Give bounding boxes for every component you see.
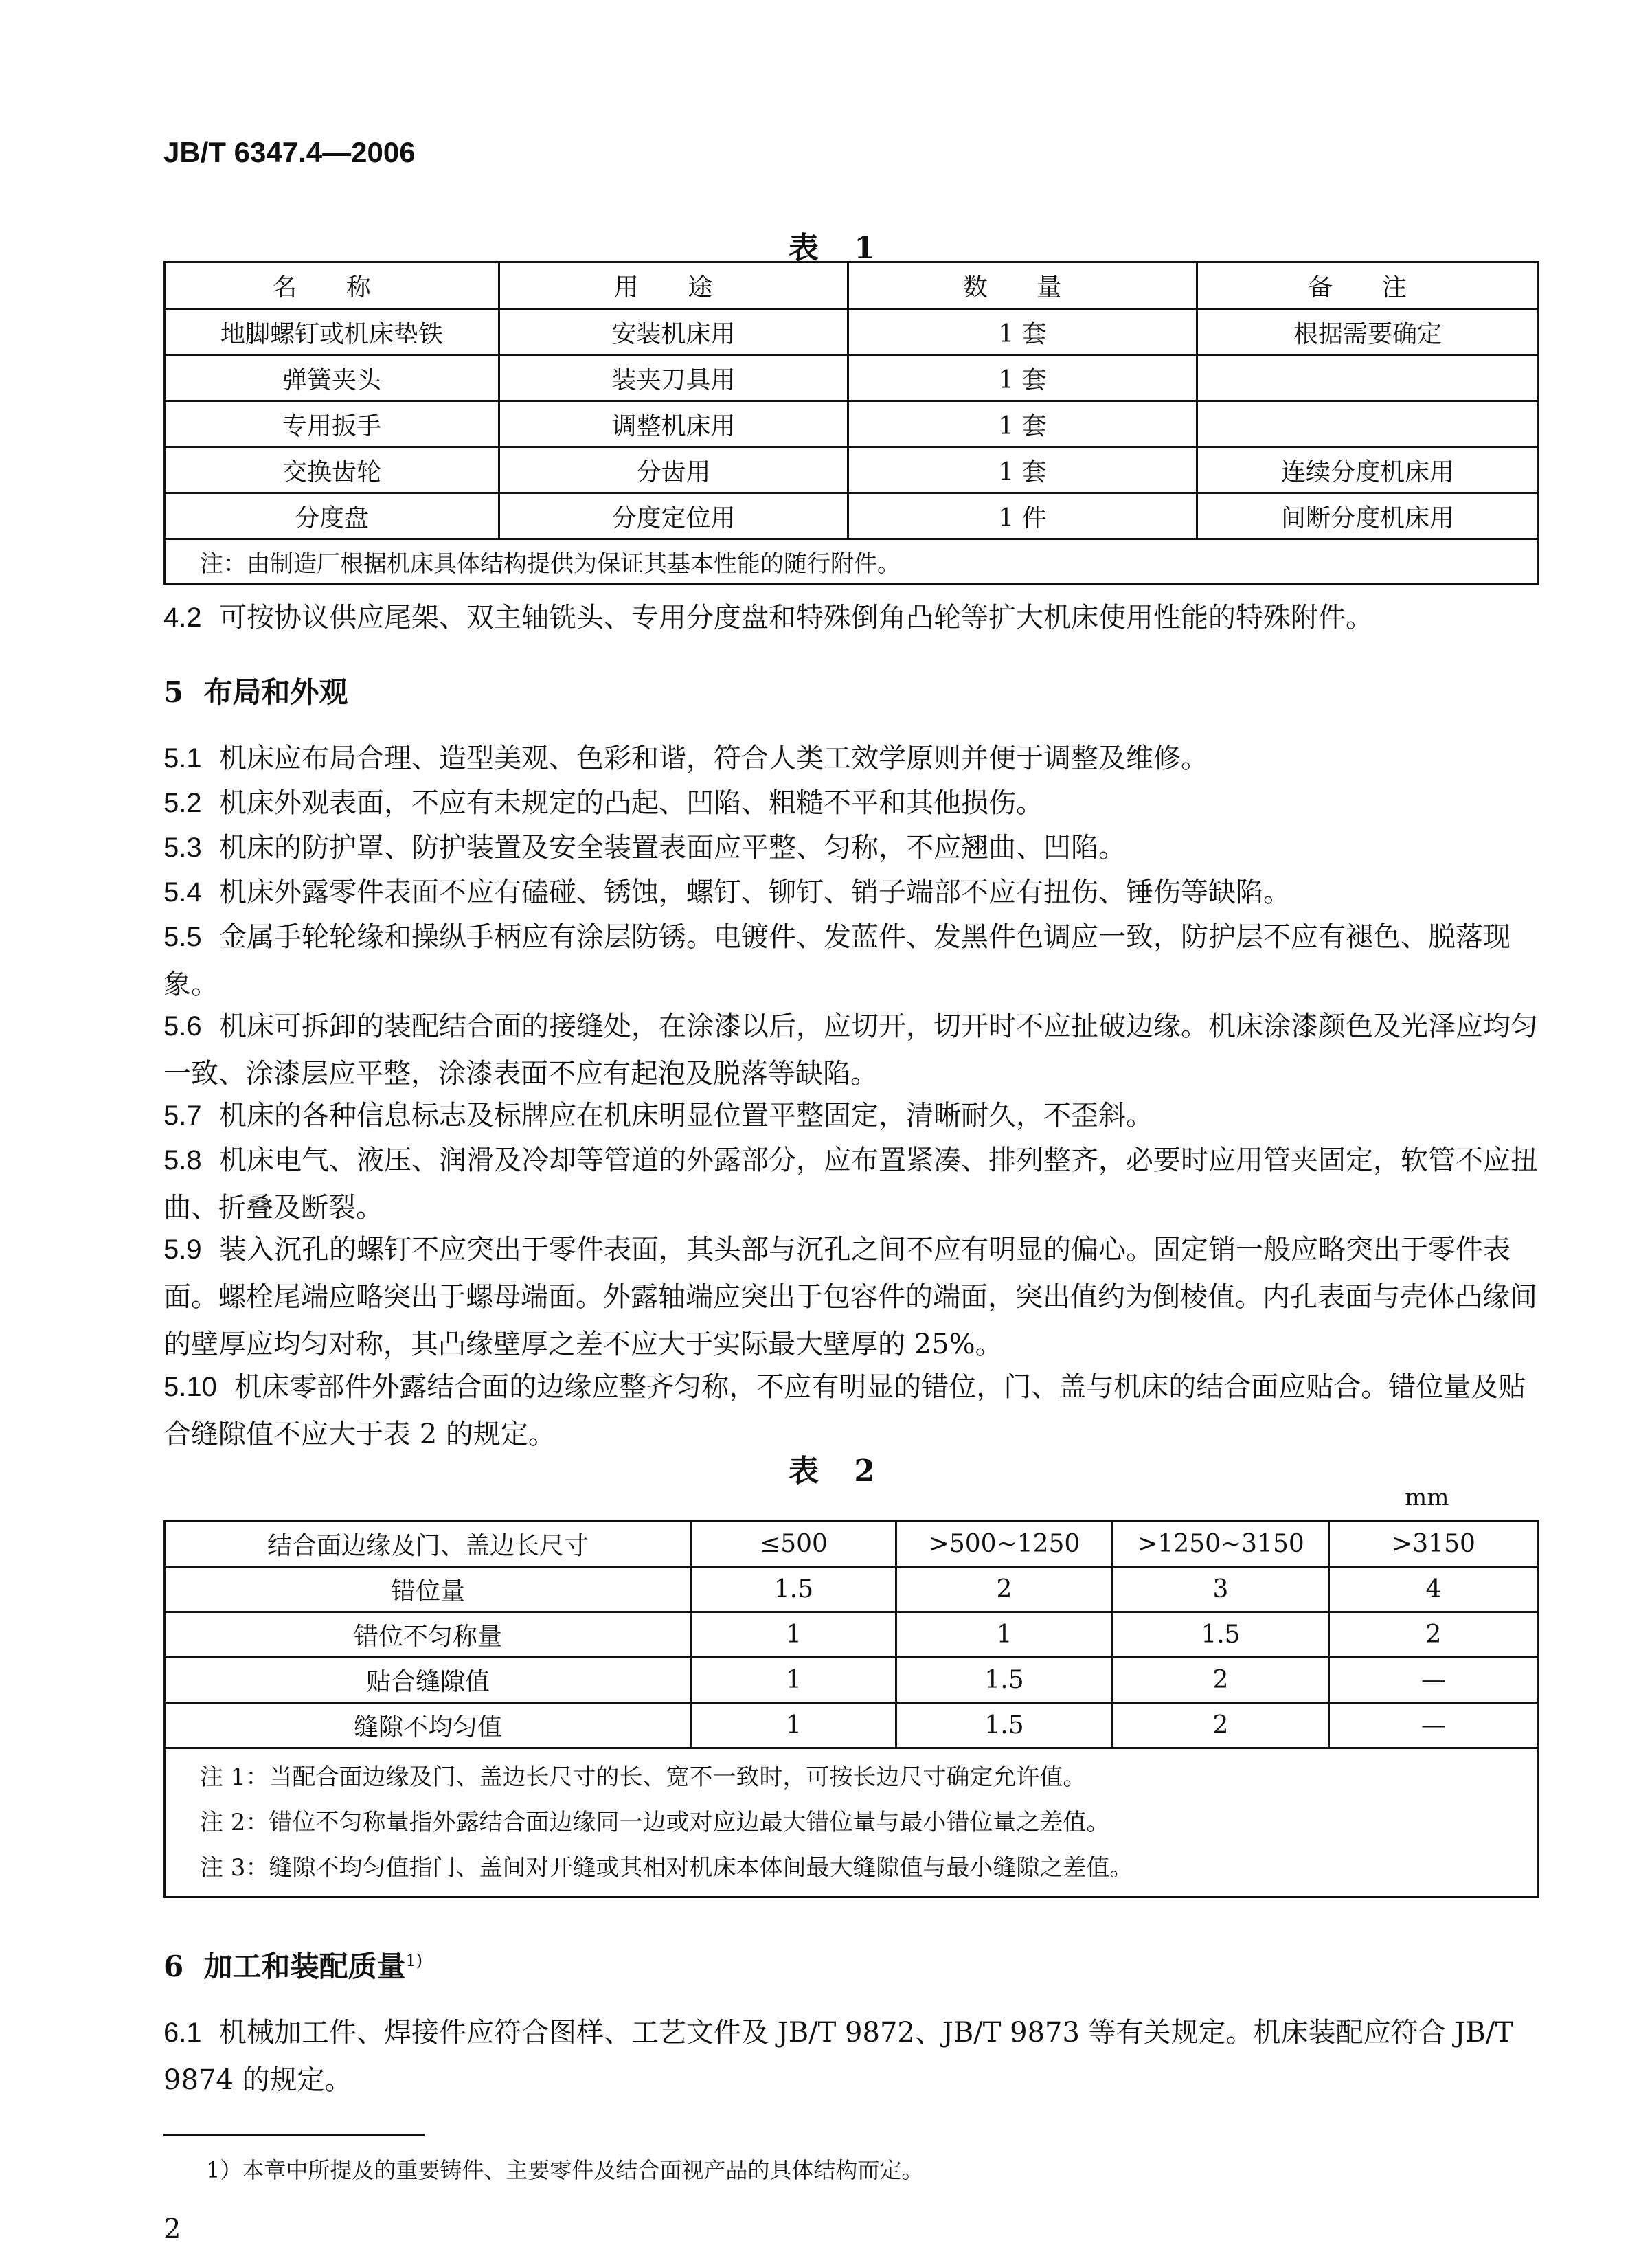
table-cell: 1: [692, 1612, 896, 1658]
table-cell: 1.5: [1113, 1612, 1329, 1658]
document-code: JB/T 6347.4—2006: [163, 136, 416, 168]
table1-col-name: 名 称: [165, 262, 499, 309]
clause-text: 机床电气、液压、润滑及冷却等管道的外露部分，应布置紧凑、排列整齐，必要时应用管夹固定，软管不应扭曲、折叠及断裂。: [163, 1144, 1539, 1223]
table-row: [165, 493, 1539, 539]
table-cell: —: [1329, 1703, 1539, 1748]
section-5-heading: [163, 670, 348, 711]
table-cell: 1 套: [848, 309, 1197, 355]
table-row: [165, 1658, 1539, 1703]
table-cell: 地脚螺钉或机床垫铁: [165, 309, 499, 355]
table-cell: 2: [1329, 1612, 1539, 1658]
table-cell: 分度盘: [165, 493, 499, 539]
table2: [163, 1520, 1539, 1898]
table-cell: 1.5: [896, 1658, 1113, 1703]
table-cell: 1 套: [848, 401, 1197, 447]
table2-notes-row: [165, 1748, 1539, 1897]
table-cell: 连续分度机床用: [1197, 447, 1539, 493]
table2-note-3: 注 3：缝隙不均匀值指门、盖间对开缝或其相对机床本体间最大缝隙值与最小缝隙之差值。: [200, 1854, 1133, 1882]
table-cell: 4: [1329, 1567, 1539, 1612]
clause-text: 机床应布局合理、造型美观、色彩和谐，符合人类工效学原则并便于调整及维修。: [219, 743, 1209, 774]
table2-note-2: 注 2：错位不匀称量指外露结合面边缘同一边或对应边最大错位量与最小错位量之差值。: [200, 1809, 1110, 1836]
clause-number: 5.6: [163, 1011, 202, 1041]
paragraph-5-4: [163, 869, 1541, 916]
clause-text: 机床的防护罩、防护装置及安全装置表面应平整、匀称，不应翘曲、凹陷。: [219, 832, 1127, 864]
clause-number: 5.8: [163, 1145, 202, 1175]
paragraph-5-7: [163, 1092, 1541, 1140]
clause-text: 可按协议供应尾架、双主轴铣头、专用分度盘和特殊倒角凸轮等扩大机床使用性能的特殊附件。: [219, 602, 1374, 633]
table-cell: 2: [1113, 1703, 1329, 1748]
table-cell: 2: [896, 1567, 1113, 1612]
table-cell: [1197, 401, 1539, 447]
table-cell: 错位不匀称量: [165, 1612, 692, 1658]
table-cell: 安装机床用: [499, 309, 848, 355]
clause-text: 机床零部件外露结合面的边缘应整齐匀称，不应有明显的错位，门、盖与机床的结合面应贴合。错位量及贴合缝隙值不应大于表 2 的规定。: [163, 1371, 1526, 1450]
clause-number: 5.7: [163, 1101, 202, 1131]
table2-notes: [165, 1748, 1539, 1897]
table-cell: 1 套: [848, 447, 1197, 493]
clause-number: 4.2: [163, 602, 202, 633]
table-cell: 根据需要确定: [1197, 309, 1539, 355]
clause-text: 机床可拆卸的装配结合面的接缝处，在涂漆以后，应切开，切开时不应扯破边缘。机床涂漆颜色及光泽应均匀一致、涂漆层应平整，涂漆表面不应有起泡及脱落等缺陷。: [163, 1011, 1539, 1090]
table-cell: 错位量: [165, 1567, 692, 1612]
table-row: [165, 447, 1539, 493]
table-row: [165, 1612, 1539, 1658]
table2-col-range-3: >1250~3150: [1113, 1522, 1329, 1567]
table-cell: —: [1329, 1658, 1539, 1703]
table-cell: 1: [692, 1658, 896, 1703]
table2-unit: mm: [1405, 1484, 1449, 1511]
clause-text: 机械加工件、焊接件应符合图样、工艺文件及 JB/T 9872、JB/T 9873 等有关规定。机床装配应符合 JB/T 9874 的规定。: [163, 2017, 1513, 2096]
page-number: 2: [163, 2213, 181, 2245]
clause-number: 5.9: [163, 1234, 202, 1265]
table2-col-range-4: >3150: [1329, 1522, 1539, 1567]
table2-col-dimension: 结合面边缘及门、盖边长尺寸: [165, 1522, 692, 1567]
paragraph-6-1: [163, 2009, 1541, 2104]
paragraph-5-8: [163, 1137, 1541, 1232]
table1-note: 注：由制造厂根据机床具体结构提供为保证其基本性能的随行附件。: [165, 539, 1539, 584]
table-cell: 专用扳手: [165, 401, 499, 447]
table-row: [165, 355, 1539, 401]
table2-col-range-2: >500~1250: [896, 1522, 1113, 1567]
table-cell: 1: [692, 1703, 896, 1748]
table-cell: 2: [1113, 1658, 1329, 1703]
table-cell: 间断分度机床用: [1197, 493, 1539, 539]
table-cell: 分齿用: [499, 447, 848, 493]
table-row: [165, 1567, 1539, 1612]
paragraph-5-5: [163, 914, 1541, 1008]
table1-col-purpose: 用 途: [499, 262, 848, 309]
paragraph-5-1: [163, 735, 1541, 782]
section-6-heading: [163, 1944, 422, 1985]
clause-number: 5.1: [163, 743, 202, 774]
table1-col-quantity: 数 量: [848, 262, 1197, 309]
clause-number: 5.2: [163, 788, 202, 818]
footnote: 1）本章中所提及的重要铸件、主要零件及结合面视产品的具体结构而定。: [206, 2157, 924, 2183]
table-row: [165, 1703, 1539, 1748]
table-cell: 分度定位用: [499, 493, 848, 539]
table2-note-1: 注 1：当配合面边缘及门、盖边长尺寸的长、宽不一致时，可按长边尺寸确定允许值。: [200, 1763, 1087, 1791]
table-cell: 缝隙不均匀值: [165, 1703, 692, 1748]
table-cell: 1 件: [848, 493, 1197, 539]
clause-text: 装入沉孔的螺钉不应突出于零件表面，其头部与沉孔之间不应有明显的偏心。固定销一般应略突出于零件表面。螺栓尾端应略突出于螺母端面。外露轴端应突出于包容件的端面，突出值约为倒棱值。内孔表面与壳体凸缘间的壁厚应均匀对称，其凸缘壁厚之差不应大于实际最大壁厚的 25%。: [163, 1234, 1537, 1360]
clause-text: 机床外观表面，不应有未规定的凸起、凹陷、粗糙不平和其他损伤。: [219, 787, 1044, 819]
footnote-marker: 1): [405, 1951, 423, 1970]
clause-text: 机床外露零件表面不应有磕碰、锈蚀，螺钉、铆钉、销子端部不应有扭伤、锤伤等缺陷。: [219, 877, 1291, 908]
table2-header-row: [165, 1522, 1539, 1567]
table-cell: 1.5: [692, 1567, 896, 1612]
clause-number: 5.4: [163, 877, 202, 907]
paragraph-5-6: [163, 1003, 1541, 1098]
table1-note-row: [165, 539, 1539, 584]
table1-caption: 表 1: [789, 231, 887, 266]
table-row: [165, 309, 1539, 355]
table1: [163, 261, 1539, 585]
clause-text: 金属手轮轮缘和操纵手柄应有涂层防锈。电镀件、发蓝件、发黑件色调应一致，防护层不应有褪色、脱落现象。: [163, 921, 1511, 1000]
table2-caption: 表 2: [789, 1454, 887, 1489]
table-cell: [1197, 355, 1539, 401]
paragraph-5-2: [163, 780, 1541, 827]
section-number: 6: [163, 1950, 184, 1983]
table-cell: 1 套: [848, 355, 1197, 401]
clause-number: 6.1: [163, 2018, 202, 2048]
footnote-rule: [163, 2134, 425, 2136]
table-row: [165, 401, 1539, 447]
table-cell: 1.5: [896, 1703, 1113, 1748]
paragraph-5-3: [163, 824, 1541, 872]
table2-col-range-1: ≤500: [692, 1522, 896, 1567]
paragraph-5-9: [163, 1226, 1541, 1368]
section-title: 布局和外观: [203, 675, 348, 709]
section-title: 加工和装配质量: [203, 1950, 406, 1983]
table-cell: 弹簧夹头: [165, 355, 499, 401]
clause-number: 5.10: [163, 1372, 217, 1402]
table1-header-row: [165, 262, 1539, 309]
table1-col-remark: 备 注: [1197, 262, 1539, 309]
clause-number: 5.5: [163, 922, 202, 952]
table-cell: 1: [896, 1612, 1113, 1658]
section-number: 5: [163, 675, 184, 709]
table-cell: 3: [1113, 1567, 1329, 1612]
table-cell: 贴合缝隙值: [165, 1658, 692, 1703]
table-cell: 交换齿轮: [165, 447, 499, 493]
paragraph-5-10: [163, 1364, 1541, 1458]
clause-text: 机床的各种信息标志及标牌应在机床明显位置平整固定，清晰耐久，不歪斜。: [219, 1100, 1154, 1131]
clause-number: 5.3: [163, 833, 202, 863]
paragraph-4-2: [163, 594, 1541, 642]
table-cell: 调整机床用: [499, 401, 848, 447]
table-cell: 装夹刀具用: [499, 355, 848, 401]
